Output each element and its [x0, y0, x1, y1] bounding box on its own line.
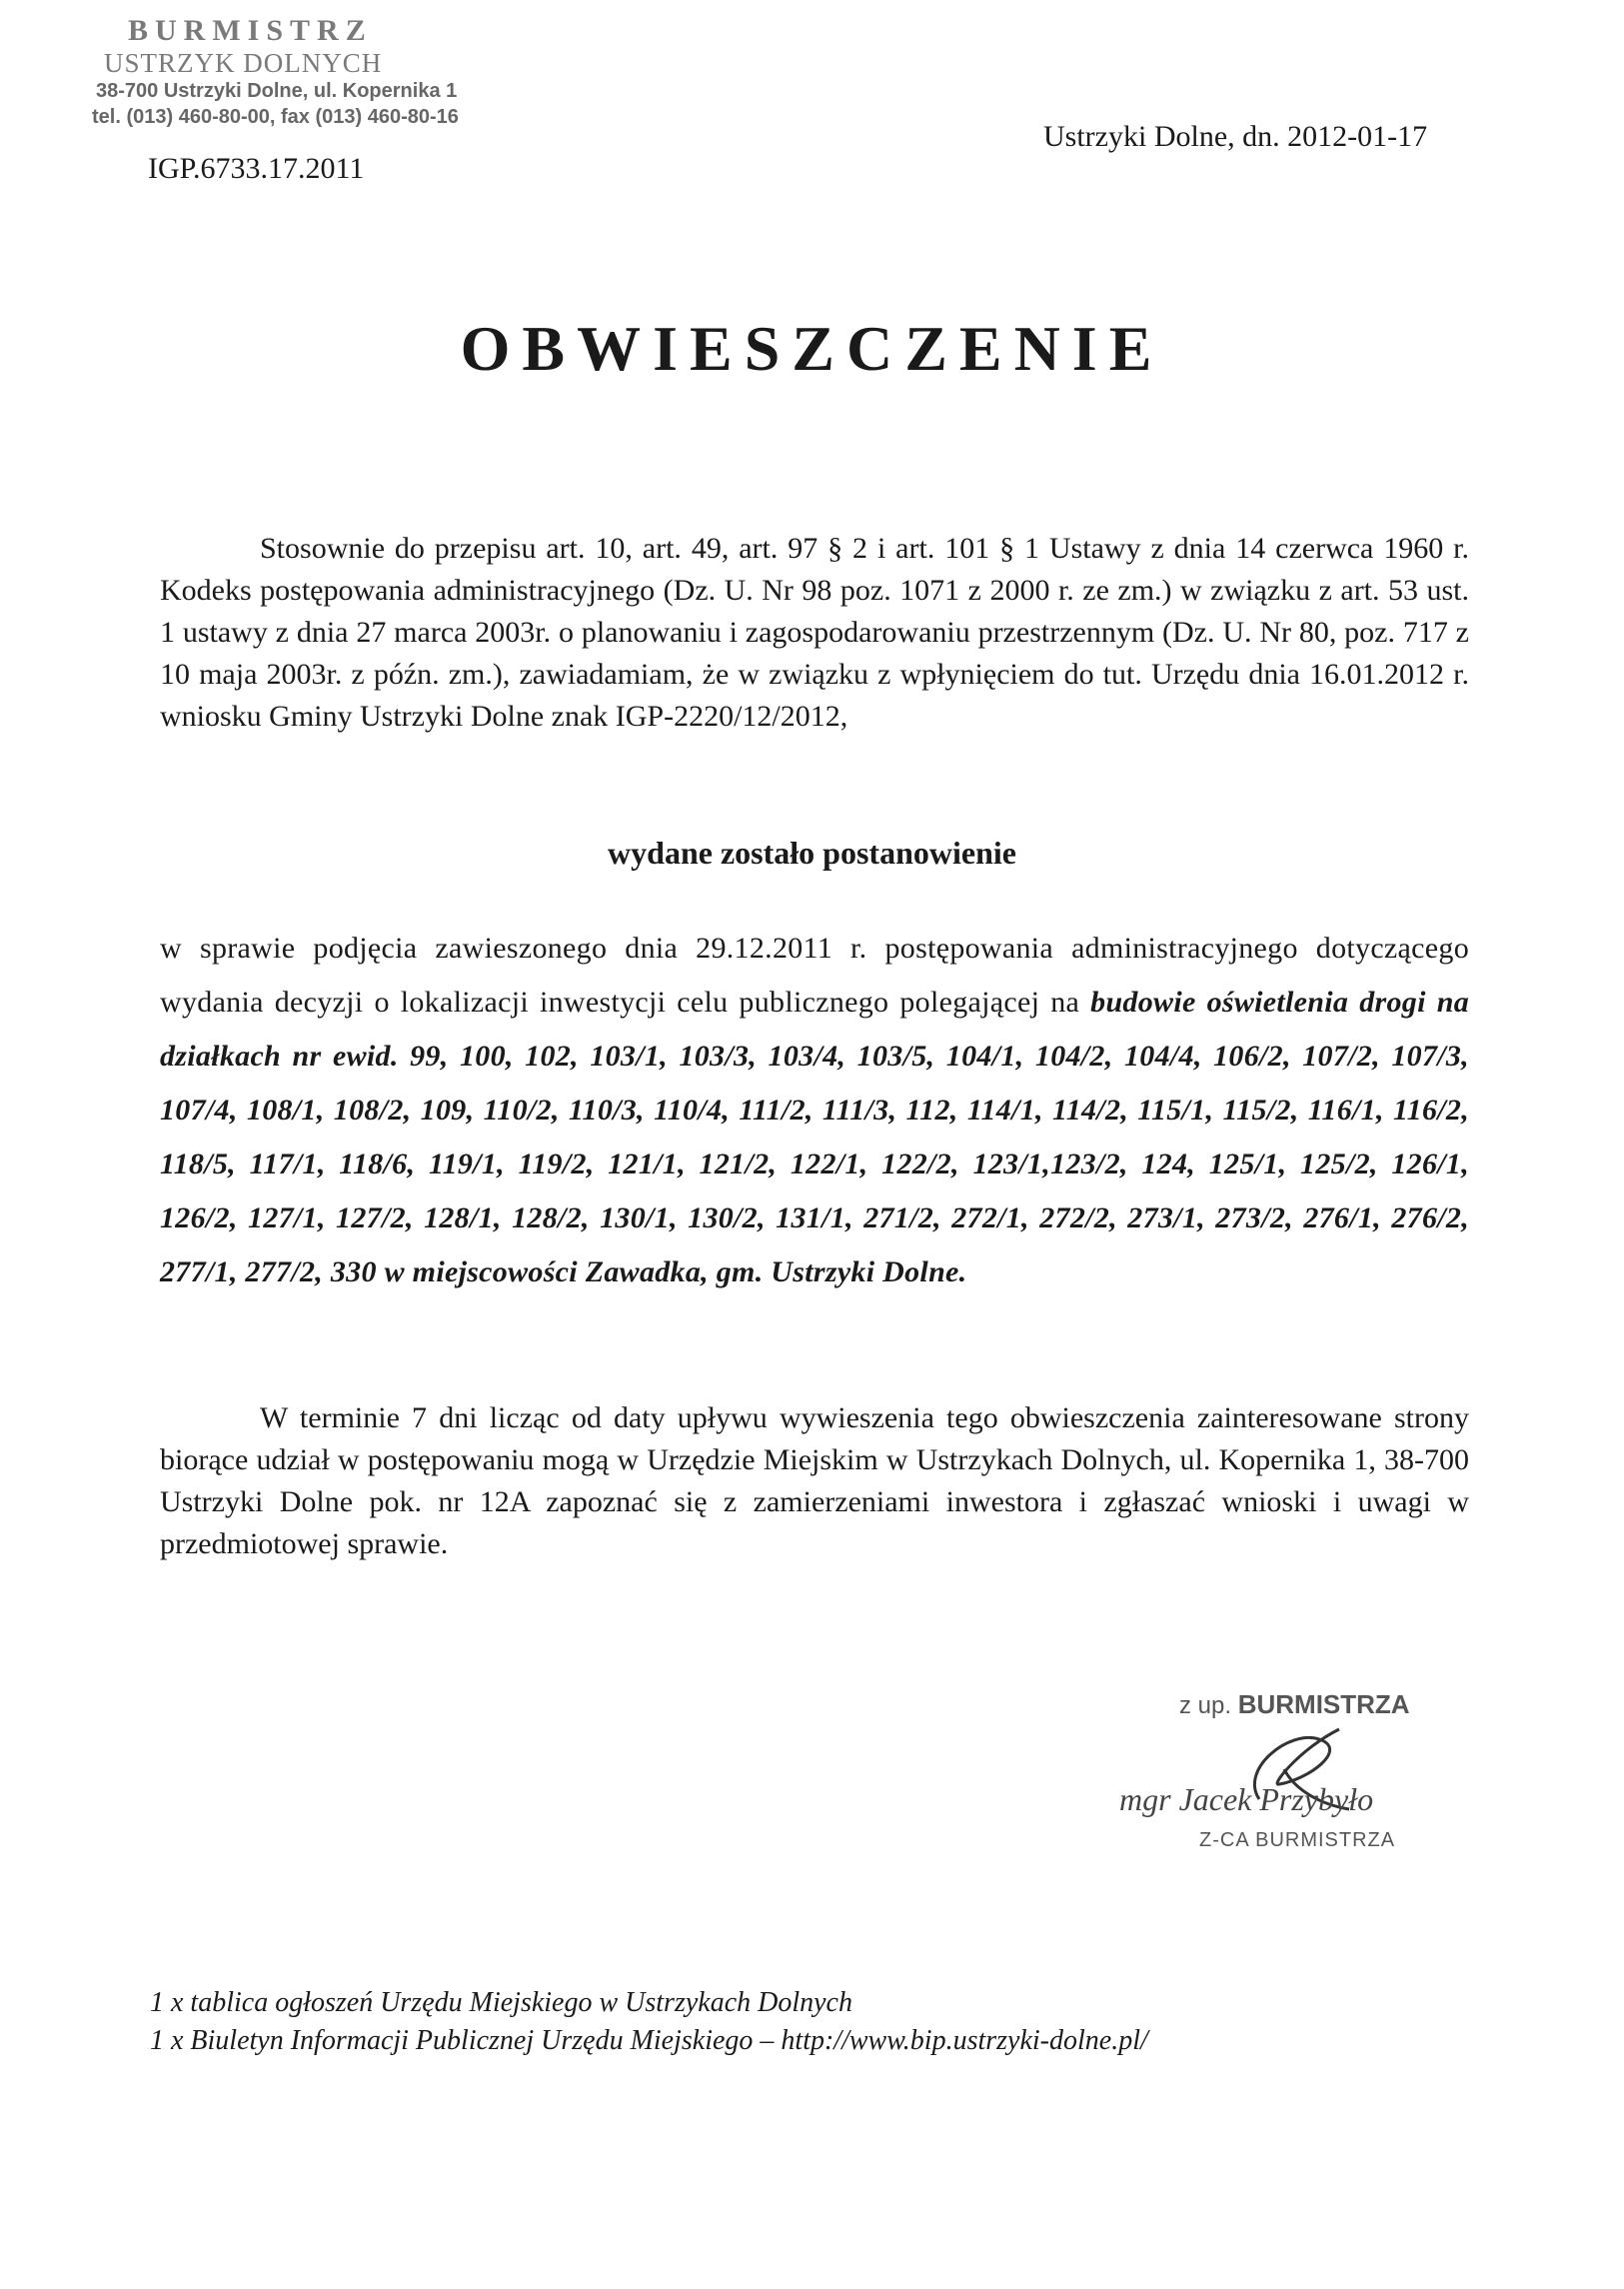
- signatory-role: Z-CA BURMISTRZA: [1199, 1829, 1396, 1851]
- paragraph-decision: [160, 922, 1469, 1299]
- signature-office: BURMISTRZA: [1237, 1689, 1410, 1719]
- signature-block: [1119, 1689, 1509, 1889]
- stamp-office: BURMISTRZ: [128, 14, 373, 47]
- decision-heading: wydane zostało postanowienie: [608, 835, 1016, 871]
- signature-prefix: z up.: [1179, 1692, 1232, 1719]
- stamp-phone: tel. (013) 460-80-00, fax (013) 460-80-16: [92, 106, 459, 128]
- decision-intro: w sprawie podjęcia zawieszonego dnia 29.12.2011 r. postępowania administracyjnego dotyczącego wydania decyzji o lokalizacji inwestycji celu publicznego polegającej na: [160, 932, 1469, 1019]
- distribution-item: 1 x tablica ogłoszeń Urzędu Miejskiego w Ustrzykach Dolnych: [150, 1987, 852, 2018]
- paragraph-legal-basis: Stosownie do przepisu art. 10, art. 49, art. 97 § 2 i art. 101 § 1 Ustawy z dnia 14 czerwca 1960 r. Kodeks postępowania administracyjnego (Dz. U. Nr 98 poz. 1071 z 2000 r. ze zm.) w związku z art. 53 ust. 1 ustawy z dnia 27 marca 2003r. o planowaniu i zagospodarowaniu przestrzennym (Dz. U. Nr 80, poz. 717 z 10 maja 2003r. z późn. zm.), zawiadamiam, że w związku z wpłynięciem do tut. Urzędu dnia 16.01.2012 r. wniosku Gminy Ustrzyki Dolne znak IGP-2220/12/2012,: [160, 532, 1469, 733]
- letterhead-stamp: [92, 14, 512, 130]
- distribution-item: 1 x Biuletyn Informacji Publicznej Urzędu Miejskiego – http://www.bip.ustrzyki-dolne.pl/: [150, 2025, 1148, 2056]
- signatory-name: mgr Jacek Przybyło: [1119, 1781, 1374, 1817]
- paragraph-instructions: W terminie 7 dni licząc od daty upływu wywieszenia tego obwieszczenia zainteresowane strony biorące udział w postępowaniu mogą w Urzędzie Miejskim w Ustrzykach Dolnych, ul. Kopernika 1, 38-700 Ustrzyki Dolne pok. nr 12A zapoznać się z zamierzeniami inwestora i zgłaszać wnioski i uwagi w przedmiotowej sprawie.: [160, 1401, 1469, 1560]
- stamp-town: USTRZYK DOLNYCH: [104, 48, 383, 78]
- stamp-address: 38-700 Ustrzyki Dolne, ul. Kopernika 1: [96, 80, 458, 102]
- document-title: OBWIESZCZENIE: [460, 313, 1164, 384]
- date-line: Ustrzyki Dolne, dn. 2012-01-17: [1043, 120, 1428, 153]
- case-reference: IGP.6733.17.2011: [148, 152, 365, 185]
- decision-parcels: budowie oświetlenia drogi na działkach nr ewid. 99, 100, 102, 103/1, 103/3, 103/4, 103/5, 104/1, 104/2, 104/4, 106/2, 107/2, 107/3, 107/4, 108/1, 108/2, 109, 110/2, 110/3, 110/4, 111/2, 111/3, 112, 114/1, 114/2, 115/1, 115/2, 116/1, 116/2, 118/5, 117/1, 118/6, 119/1, 119/2, 121/1, 121/2, 122/1, 122/2, 123/1,123/2, 124, 125/1, 125/2, 126/1, 126/2, 127/1, 127/2, 128/1, 128/2, 130/1, 130/2, 131/1, 271/2, 272/1, 272/2, 273/1, 273/2, 276/1, 276/2, 277/1, 277/2, 330 w miejscowości Zawadka, gm. Ustrzyki Dolne.: [160, 986, 1470, 1288]
- distribution-list: [150, 1984, 1148, 2060]
